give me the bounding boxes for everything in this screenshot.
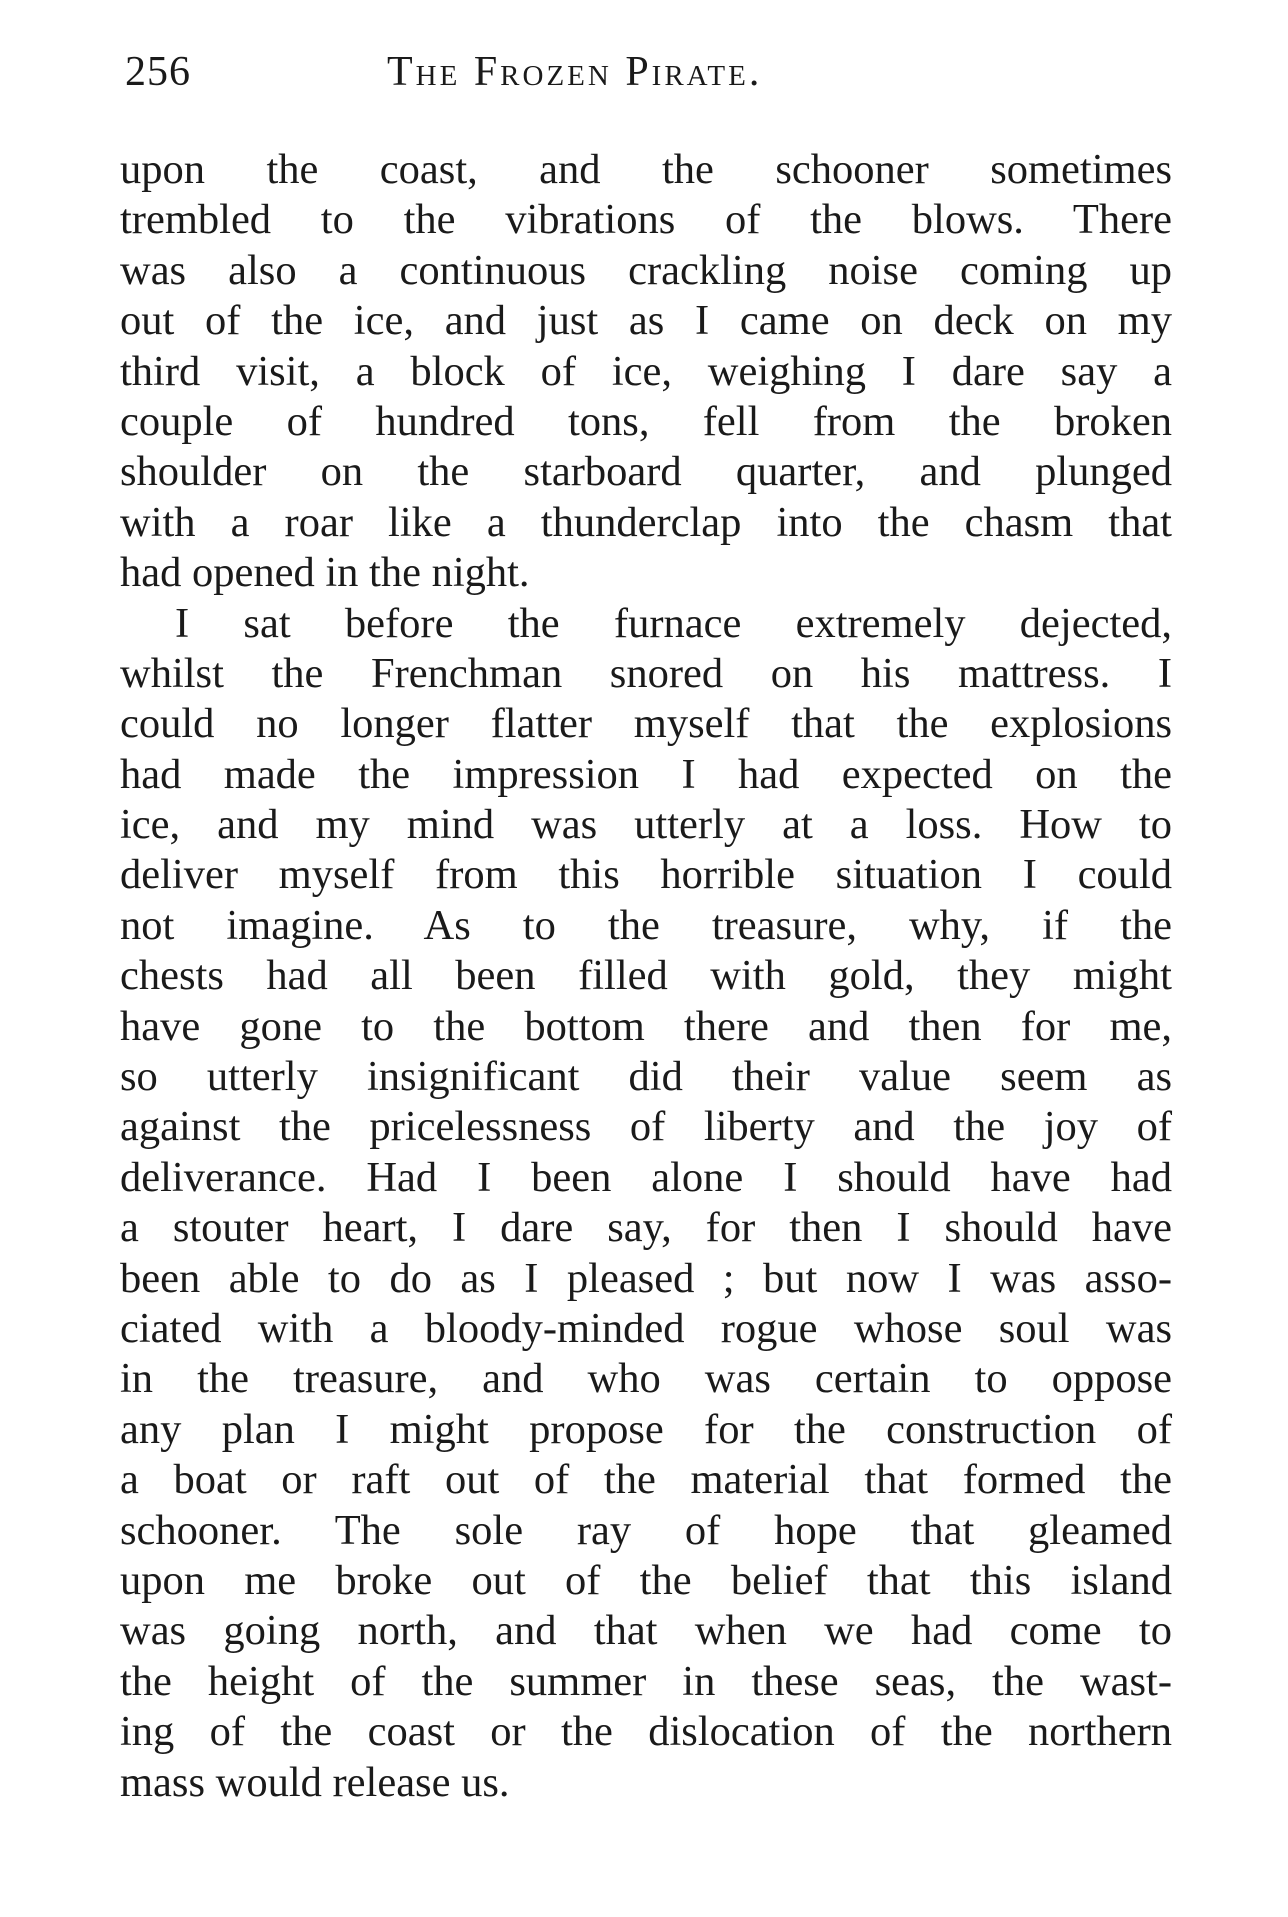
text-line: deliver myself from this horrible situation I could — [120, 851, 1172, 899]
text-line: have gone to the bottom there and then for me, — [120, 1002, 1172, 1050]
text-line: so utterly insignificant did their value seem as — [120, 1053, 1172, 1101]
text-line: chests had all been filled with gold, they might — [120, 952, 1172, 1000]
text-line: was going north, and that when we had come to — [120, 1607, 1172, 1655]
body-text — [120, 145, 1172, 1808]
page-header — [125, 48, 1175, 108]
text-line: not imagine. As to the treasure, why, if the — [120, 901, 1172, 949]
text-line: been able to do as I pleased ; but now I was asso- — [120, 1254, 1172, 1302]
text-line: had made the impression I had expected on the — [120, 750, 1172, 798]
paragraph-2 — [120, 599, 1172, 1808]
running-title: The Frozen Pirate. — [387, 49, 763, 95]
text-line: a stouter heart, I dare say, for then I should have — [120, 1204, 1172, 1252]
text-line: any plan I might propose for the construction of — [120, 1405, 1172, 1453]
text-line: had opened in the night. — [120, 549, 530, 597]
text-line: shoulder on the starboard quarter, and plunged — [120, 448, 1172, 496]
text-line: ing of the coast or the dislocation of the northern — [120, 1708, 1172, 1756]
text-line: mass would release us. — [120, 1758, 510, 1806]
text-line: schooner. The sole ray of hope that gleamed — [120, 1506, 1172, 1554]
text-line: ice, and my mind was utterly at a loss. How to — [120, 801, 1172, 849]
text-line: in the treasure, and who was certain to oppose — [120, 1355, 1172, 1403]
text-line: upon the coast, and the schooner sometimes — [120, 146, 1172, 193]
text-line: deliverance. Had I been alone I should have had — [120, 1153, 1172, 1201]
text-line: I sat before the furnace extremely dejected, — [175, 599, 1172, 647]
text-line: third visit, a block of ice, weighing I dare say a — [120, 347, 1172, 395]
text-line: the height of the summer in these seas, the wast- — [120, 1657, 1172, 1705]
text-line: trembled to the vibrations of the blows. There — [120, 196, 1172, 244]
text-line: ciated with a bloody-minded rogue whose soul was — [120, 1304, 1172, 1352]
page-number: 256 — [125, 49, 191, 95]
text-line: out of the ice, and just as I came on deck on my — [120, 297, 1172, 345]
text-line: whilst the Frenchman snored on his mattress. I — [120, 649, 1172, 697]
text-line: could no longer flatter myself that the explosions — [120, 700, 1172, 748]
text-line: against the pricelessness of liberty and the joy of — [120, 1103, 1172, 1151]
text-line: a boat or raft out of the material that formed the — [120, 1456, 1172, 1504]
text-line: with a roar like a thunderclap into the chasm that — [120, 498, 1172, 546]
paragraph-1 — [120, 145, 1172, 599]
text-line: couple of hundred tons, fell from the broken — [120, 397, 1172, 445]
text-line: upon me broke out of the belief that this island — [120, 1556, 1172, 1604]
text-line: was also a continuous crackling noise coming up — [120, 246, 1172, 294]
